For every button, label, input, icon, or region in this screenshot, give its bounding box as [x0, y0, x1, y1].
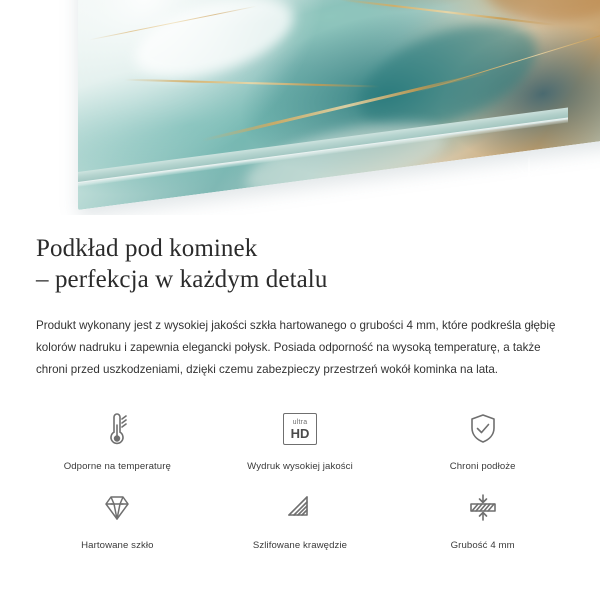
hero-image [0, 0, 600, 215]
feature-tempered-glass [26, 486, 209, 551]
ultra-hd-icon: ultra HD [283, 407, 317, 451]
feature-temperature [26, 407, 209, 472]
feature-surface-protection [391, 407, 574, 472]
thickness-icon [461, 486, 505, 530]
feature-polished-edges [209, 486, 392, 551]
thermometer-icon [97, 407, 137, 451]
headline-line-2: – perfekcja w każdym detalu [36, 266, 328, 293]
description-paragraph: Produkt wykonany jest z wysokiej jakości szkła hartowanego o grubości 4 mm, które podkreśla głębię kolorów nadruku i zapewnia elegancki połysk. Posiada odporność na wysoką temperaturę, a także chroni przed uszkodzeniami, dzięki czemu zabezpieczy przestrzeń wokół kominka na lata. [36, 319, 556, 376]
page-title [36, 233, 564, 295]
shield-check-icon [463, 407, 503, 451]
headline-line-1: Podkład pod kominek [36, 235, 258, 262]
feature-print-quality [209, 407, 392, 472]
feature-label: Odporne na temperaturę [63, 461, 171, 472]
feature-thickness [391, 486, 574, 551]
feature-label: Hartowane szkło [81, 540, 154, 551]
text-content [0, 215, 600, 381]
glass-panel-image [78, 0, 600, 210]
feature-label: Szlifowane krawędzie [252, 540, 348, 551]
feature-grid [0, 407, 600, 551]
feature-label: Wydruk wysokiej jakości [247, 461, 353, 472]
sparkle-icon [506, 155, 552, 201]
polished-edge-icon [280, 486, 320, 530]
diamond-icon [97, 486, 137, 530]
feature-label: Chroni podłoże [449, 461, 516, 472]
feature-label: Grubość 4 mm [450, 540, 515, 551]
